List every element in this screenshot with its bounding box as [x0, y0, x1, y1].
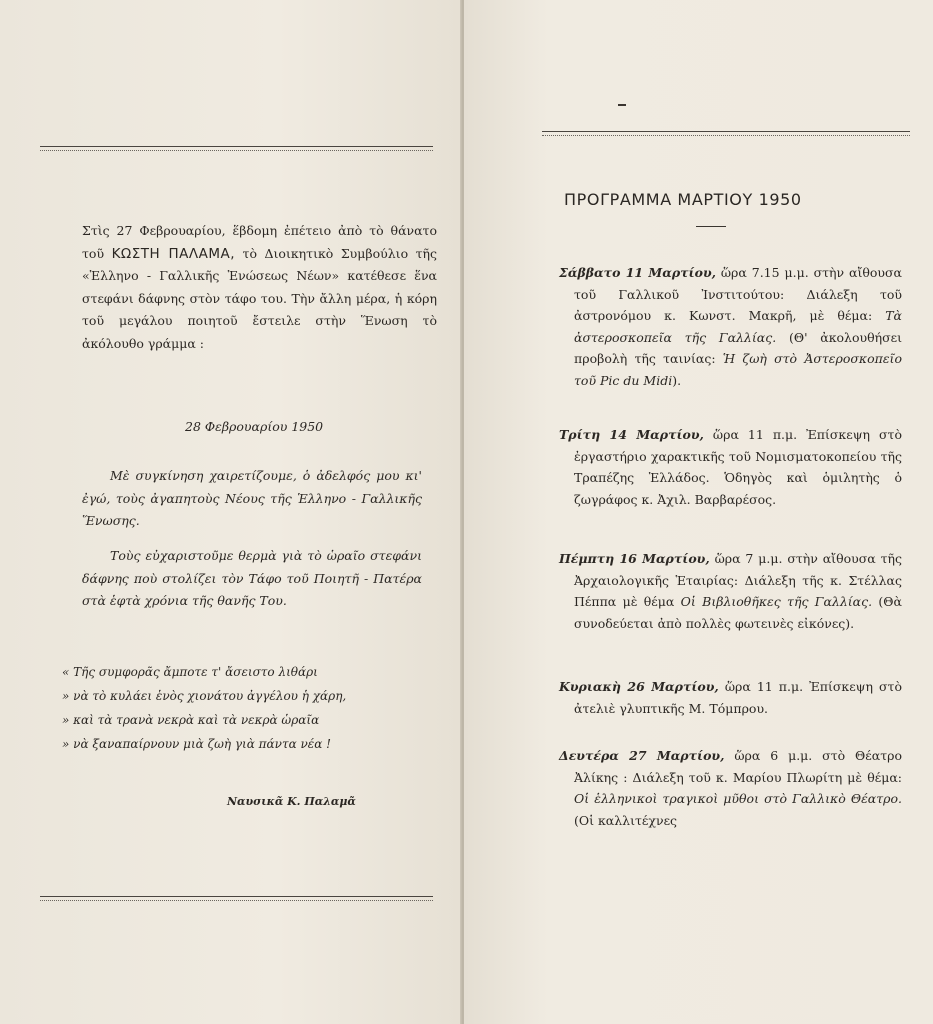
- program-entry: [559, 548, 902, 634]
- entry-text: ).: [672, 372, 682, 388]
- program-entry: [559, 424, 902, 510]
- entry-date: Δευτέρα 27 Μαρτίου,: [559, 748, 725, 763]
- entry-text: (Θ' ἀκολουθήσει προβολὴ τῆς ταινίας:: [574, 329, 903, 366]
- top-rule: [542, 131, 910, 136]
- title-underline: [696, 226, 726, 227]
- program-entry: [559, 262, 902, 391]
- poem-line: » νὰ ξαναπαίρνουν μιὰ ζωὴ γιὰ πάντα νέα !: [62, 737, 331, 751]
- entry-italic: Οἱ ἑλληνικοὶ τραγικοὶ μῦθοι στὸ Γαλλικὸ Θέατρο.: [574, 791, 902, 806]
- program-title: ΠΡΟΓΡΑΜΜΑ ΜΑΡΤΙΟΥ 1950: [564, 190, 802, 209]
- entry-date: Σάββατο 11 Μαρτίου,: [559, 265, 716, 280]
- entry-text: ὥρα 6 μ.μ. στὸ Θέατρο Ἀλίκης : Διάλεξη τοῦ κ. Μαρίου Πλωρίτη μὲ θέμα:: [574, 748, 902, 785]
- entry-date: Πέμπτη 16 Μαρτίου,: [559, 551, 710, 566]
- letter-date: 28 Φεβρουαρίου 1950: [185, 419, 324, 434]
- entry-text: ὥρα 11 π.μ. Ἐπίσκεψη στὸ ἀτελιὲ γλυπτικῆς Μ. Τόμπρου.: [574, 679, 902, 716]
- entry-text: (Οἱ καλλιτέχνες: [574, 812, 678, 828]
- entry-text: ὥρα 11 π.μ. Ἐπίσκεψη στὸ ἐργαστήριο χαρακτικῆς τοῦ Νομισματοκοπείου τῆς Τραπέζης Ἑλλάδος. Ὁδηγὸς καὶ ὁμιλητὴς ὁ ζωγράφος κ. Ἀχιλ. Βαρβαρέσος.: [574, 427, 902, 507]
- poem-line: « Τῆς συμφορᾶς ἄμποτε τ' ἄσειστο λιθάρι: [62, 665, 318, 679]
- poet-name: ΚΩΣΤΗ ΠΑΛΑΜΑ,: [111, 245, 236, 262]
- program-entry: [559, 745, 902, 831]
- top-rule: [40, 146, 433, 151]
- intro-paragraph: [82, 220, 437, 355]
- dash-mark: [618, 104, 626, 106]
- entry-text: (Θὰ συνοδεύεται ἀπὸ πολλὲς φωτεινὲς εἰκόνες).: [574, 594, 902, 631]
- right-page: [464, 0, 933, 1024]
- poem-line: » καὶ τὰ τρανὰ νεκρὰ καὶ τὰ νεκρὰ ὡραῖα: [62, 713, 320, 727]
- letter-paragraph-2: Τοὺς εὐχαριστοῦμε θερμὰ γιὰ τὸ ὡραῖο στεφάνι δάφνης ποὺ στολίζει τὸν Τάφο τοῦ Ποιητῆ - Πατέρα στὰ ἑφτὰ χρόνια τῆς θανῆς Του.: [82, 548, 422, 608]
- poem-line: » νὰ τὸ κυλάει ἑνὸς χιονάτου ἀγγέλου ἡ χάρη,: [62, 689, 347, 703]
- entry-italic: Οἱ Βιβλιοθῆκες τῆς Γαλλίας.: [680, 594, 873, 609]
- entry-text: ὥρα 7 μ.μ. στὴν αἴθουσα τῆς Ἀρχαιολογικῆς Ἑταιρίας: Διάλεξη τῆς κ. Στέλλας Πέππα μὲ θέμα: [574, 551, 902, 609]
- bottom-rule: [40, 896, 433, 901]
- letter-paragraph-1: Μὲ συγκίνηση χαιρετίζουμε, ὁ ἀδελφός μου κι' ἐγώ, τοὺς ἀγαπητοὺς Νέους τῆς Ἑλληνο - Γαλλικῆς Ἕνωσης.: [82, 468, 422, 528]
- entry-date: Κυριακὴ 26 Μαρτίου,: [559, 679, 719, 694]
- poem: [62, 660, 432, 756]
- entry-text: ὥρα 7.15 μ.μ. στὴν αἴθουσα τοῦ Γαλλικοῦ Ἰνστιτούτου: Διάλεξη τοῦ ἀστρονόμου κ. Κωνστ. Μακρῆ, μὲ θέμα:: [574, 265, 902, 323]
- entry-italic: Ἡ ζωὴ στὸ Ἀστεροσκοπεῖο τοῦ Pic du Midi: [574, 351, 902, 388]
- program-entry: [559, 676, 902, 719]
- entry-date: Τρίτη 14 Μαρτίου,: [559, 427, 704, 442]
- intro-text-a: Στὶς 27 Φεβρουαρίου, ἕβδομη ἐπέτειο ἀπὸ τὸ θάνατο τοῦ: [82, 223, 437, 261]
- entry-italic: Τὰ ἀστεροσκοπεῖα τῆς Γαλλίας.: [574, 308, 902, 345]
- left-page: [0, 0, 462, 1024]
- intro-text-b: τὸ Διοικητικὸ Συμβούλιο τῆς «Ἑλληνο - Γαλλικῆς Ἑνώσεως Νέων» κατέθεσε ἕνα στεφάνι δάφνης στὸν τάφο του. Τὴν ἄλλη μέρα, ἡ κόρη τοῦ μεγάλου ποιητοῦ ἔστειλε στὴν Ἕνωση τὸ ἀκόλουθο γράμμα :: [82, 245, 438, 351]
- signature: Ναυσικᾶ Κ. Παλαμᾶ: [227, 795, 356, 808]
